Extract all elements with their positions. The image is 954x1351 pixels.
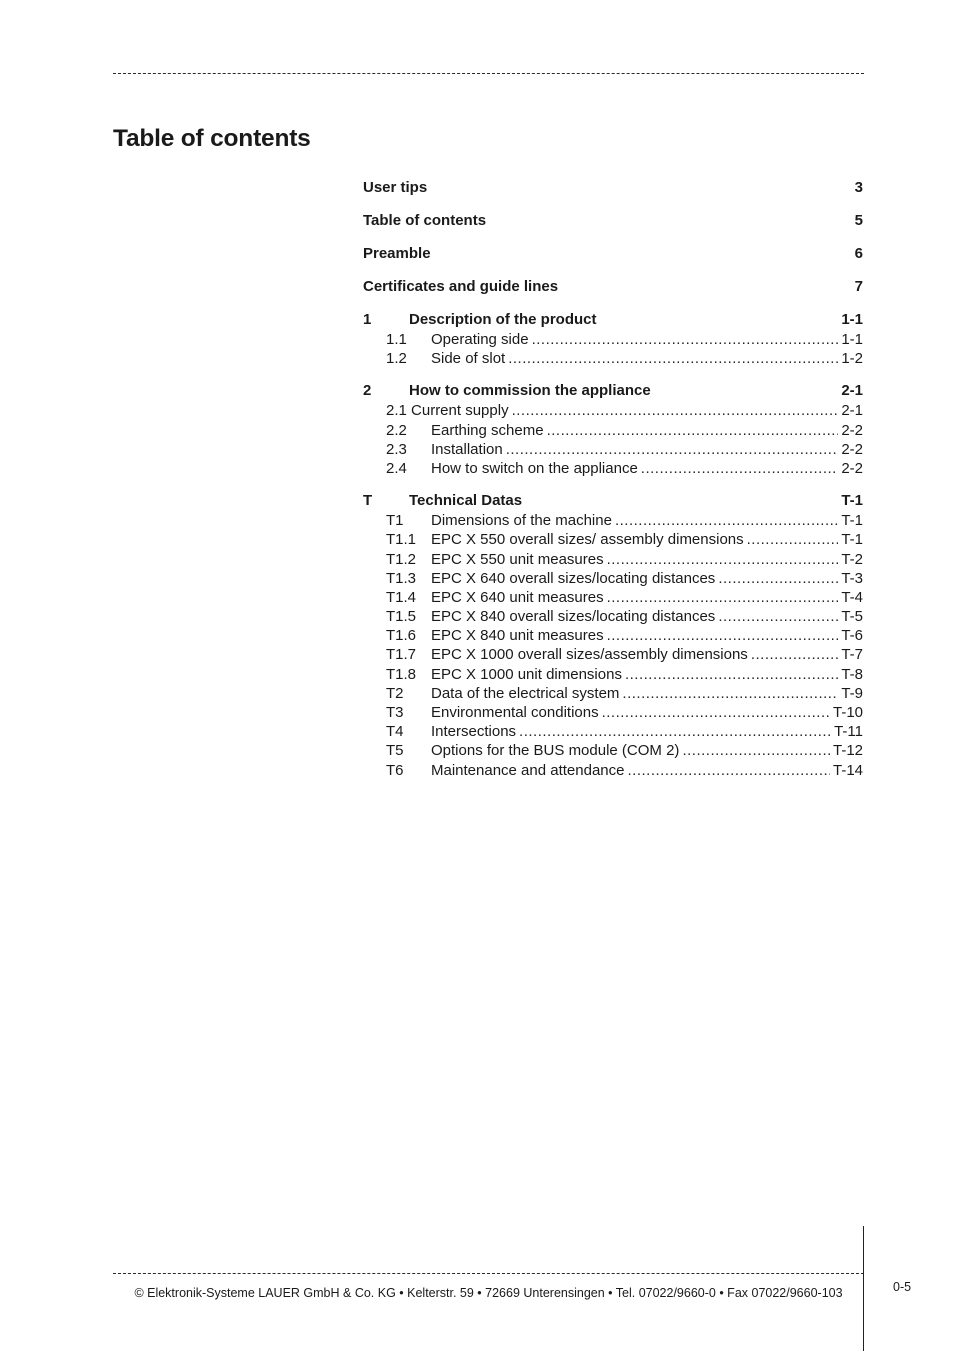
toc-subsection-page: T-2 <box>841 550 863 568</box>
toc-subsection[interactable] <box>363 761 863 780</box>
toc-subsection[interactable] <box>363 511 863 530</box>
toc-subsection-label: EPC X 640 unit measures <box>431 588 604 606</box>
toc-subsection-label: Operating side <box>431 331 529 348</box>
toc-chapter-number: 1 <box>363 311 372 328</box>
toc-subsection-label: EPC X 640 overall sizes/locating distances <box>431 569 716 587</box>
toc-subsection-number: T1.8 <box>386 665 417 683</box>
toc-subsection-number: T2 <box>386 684 404 702</box>
toc-subsection-number: 2.2 <box>386 421 407 439</box>
toc-subsection-page: T-10 <box>832 704 863 721</box>
toc-chapter <box>363 310 863 368</box>
toc-subsection-page: 1-1 <box>841 331 863 348</box>
dot-leader <box>519 722 831 741</box>
toc-subsection[interactable] <box>363 588 863 607</box>
toc-subsection-label: EPC X 840 overall sizes/locating distances <box>431 608 716 626</box>
toc-subsection-label: EPC X 550 unit measures <box>431 550 604 568</box>
toc-subsection[interactable] <box>363 440 863 459</box>
toc-subsection-number: T5 <box>386 742 404 760</box>
dot-leader <box>512 401 839 420</box>
toc-front-matter <box>363 178 863 297</box>
toc-chapter-label: Description of the product <box>409 311 597 328</box>
page-title: Table of contents <box>113 125 311 152</box>
toc-chapter-label: How to commission the appliance <box>409 382 651 400</box>
toc-subsection-label: EPC X 550 overall sizes/ assembly dimensions <box>431 531 744 549</box>
toc-subsection-label: Data of the electrical system <box>431 684 620 702</box>
dot-leader <box>747 530 839 549</box>
table-of-contents <box>363 178 863 793</box>
dot-leader <box>602 703 830 722</box>
dot-leader <box>607 588 839 607</box>
toc-subsection[interactable] <box>363 703 863 722</box>
dot-leader <box>547 421 839 440</box>
toc-entry-page: 5 <box>854 212 863 229</box>
toc-subsection[interactable] <box>363 330 863 349</box>
toc-subsection-label: EPC X 840 unit measures <box>431 627 604 645</box>
toc-subsection-number: 2.4 <box>386 459 407 477</box>
toc-subsection[interactable] <box>363 722 863 741</box>
toc-entry[interactable] <box>363 277 863 297</box>
toc-subsection-page: 2-1 <box>841 402 863 420</box>
toc-subsection-page: T-14 <box>832 761 863 779</box>
toc-chapter-page: T-1 <box>841 492 863 510</box>
page-number: 0-5 <box>893 1280 912 1294</box>
toc-subsection-page: T-8 <box>841 665 863 683</box>
dot-leader <box>625 665 838 684</box>
toc-entry[interactable] <box>363 244 863 264</box>
dot-leader <box>607 550 839 569</box>
toc-subsection-label: Earthing scheme <box>431 421 544 439</box>
toc-subsection-page: T-11 <box>834 723 863 741</box>
toc-subsection-label: EPC X 1000 unit dimensions <box>431 665 622 683</box>
dot-leader <box>751 645 839 664</box>
dot-leader <box>718 569 838 588</box>
toc-subsection-page: 2-2 <box>841 421 863 439</box>
toc-subsection-number: T6 <box>386 761 404 779</box>
dot-leader <box>508 349 838 368</box>
toc-subsection-number: 1.1 <box>386 331 407 348</box>
toc-entry-label: Certificates and guide lines <box>363 278 559 295</box>
toc-chapter <box>363 381 863 478</box>
toc-subsection[interactable] <box>363 530 863 549</box>
toc-subsection-label: Intersections <box>431 723 517 741</box>
toc-chapter <box>363 491 863 780</box>
toc-subsection[interactable] <box>363 626 863 645</box>
toc-entry[interactable] <box>363 211 863 231</box>
toc-entry[interactable] <box>363 178 863 198</box>
toc-subsection-label: Dimensions of the machine <box>431 512 612 530</box>
toc-subsection-label: Maintenance and attendance <box>431 761 625 779</box>
toc-subsection[interactable] <box>363 401 863 420</box>
toc-chapter-page: 2-1 <box>841 382 863 400</box>
toc-subsection[interactable] <box>363 741 863 760</box>
toc-entry-page: 3 <box>854 179 863 196</box>
toc-subsection-label: How to switch on the appliance <box>431 459 638 477</box>
toc-subsection-label: Side of slot <box>431 350 506 368</box>
toc-subsection-page: T-6 <box>841 627 863 645</box>
toc-subsection[interactable] <box>363 550 863 569</box>
bottom-dashed-rule <box>113 1273 864 1274</box>
toc-subsection-page: 2-2 <box>841 459 863 477</box>
dot-leader <box>718 607 838 626</box>
toc-chapter-label: Technical Datas <box>409 492 523 510</box>
toc-entry-page: 7 <box>854 278 863 295</box>
toc-subsection-label: Options for the BUS module (COM 2) <box>431 742 680 760</box>
toc-subsection-page: T-12 <box>832 742 863 760</box>
dot-leader <box>607 626 839 645</box>
toc-subsection[interactable] <box>363 349 863 368</box>
toc-subsection-number: T4 <box>386 723 404 741</box>
toc-subsection[interactable] <box>363 459 863 478</box>
toc-entry-page: 6 <box>854 245 863 262</box>
toc-entry-label: User tips <box>363 179 428 196</box>
toc-chapter-page: 1-1 <box>841 311 863 328</box>
toc-subsection-page: T-3 <box>841 569 863 587</box>
toc-subsection-number: T1.5 <box>386 608 417 626</box>
dot-leader <box>682 741 830 760</box>
toc-subsection[interactable] <box>363 645 863 664</box>
dot-leader <box>641 459 839 478</box>
toc-chapter-heading[interactable] <box>363 381 863 401</box>
toc-subsection-number: T1.3 <box>386 569 417 587</box>
dot-leader <box>622 684 838 703</box>
toc-subsection-number: 2.3 <box>386 440 407 458</box>
toc-subsection-page: T-9 <box>841 684 863 702</box>
toc-subsection-page: 1-2 <box>841 350 863 368</box>
dot-leader <box>506 440 839 459</box>
toc-subsection[interactable] <box>363 607 863 626</box>
toc-subsection-label: EPC X 1000 overall sizes/assembly dimensions <box>431 646 748 664</box>
dot-leader <box>532 330 839 349</box>
toc-subsection-page: 2-2 <box>841 440 863 458</box>
toc-subsection[interactable] <box>363 665 863 684</box>
toc-subsection[interactable] <box>363 421 863 440</box>
toc-subsection-page: T-1 <box>841 512 863 530</box>
toc-subsection-page: T-4 <box>841 588 863 606</box>
top-dashed-rule <box>113 73 864 74</box>
toc-subsection-page: T-7 <box>841 646 863 664</box>
toc-chapters <box>363 310 863 780</box>
toc-subsection-label: Installation <box>431 440 503 458</box>
footer-copyright: © Elektronik-Systeme LAUER GmbH & Co. KG • Kelterstr. 59 • 72669 Unterensingen • Tel. 07022/9660-0 • Fax 07022/9660-103 <box>134 1286 843 1300</box>
toc-subsection-number: T1.4 <box>386 588 417 606</box>
toc-subsection-page: T-1 <box>841 531 863 549</box>
toc-chapter-number: 2 <box>363 382 372 400</box>
toc-subsection-number: T1 <box>386 512 404 530</box>
toc-subsection-number: T1.2 <box>386 550 417 568</box>
toc-subsection[interactable] <box>363 684 863 703</box>
dot-leader <box>615 511 838 530</box>
toc-subsection-label: Environmental conditions <box>431 704 599 721</box>
toc-chapter-heading[interactable] <box>363 310 863 330</box>
toc-subsection-page: T-5 <box>841 608 863 626</box>
toc-subsection-number: 1.2 <box>386 350 407 368</box>
toc-subsection-label: 2.1 Current supply <box>386 402 509 420</box>
toc-entry-label: Preamble <box>363 245 431 262</box>
toc-entry-label: Table of contents <box>363 212 487 229</box>
toc-subsection-number: T1.6 <box>386 627 417 645</box>
toc-chapter-heading[interactable] <box>363 491 863 511</box>
toc-subsection[interactable] <box>363 569 863 588</box>
dot-leader <box>627 761 830 780</box>
toc-subsection-number: T1.7 <box>386 646 417 664</box>
toc-subsection-number: T1.1 <box>386 531 417 549</box>
toc-subsection-number: T3 <box>386 704 404 721</box>
toc-chapter-number: T <box>363 492 373 510</box>
